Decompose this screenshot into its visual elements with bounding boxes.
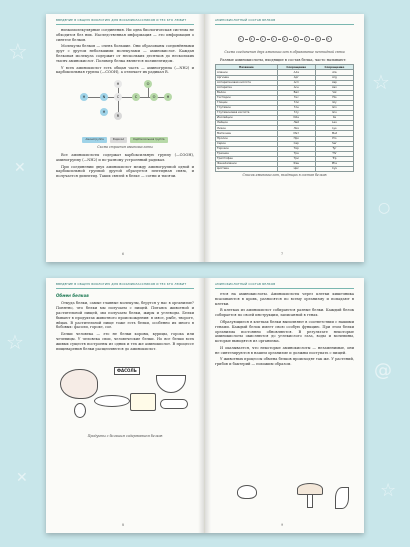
body-paragraph: В клетках из аминокислот собираются разные белки. Каждый белок собирается по своей инструкции, записанной в генах. — [215, 308, 354, 318]
amino-acid-table — [215, 64, 354, 172]
circle-doodle-icon: ○ — [378, 200, 391, 216]
cross-doodle-icon: ✕ — [14, 160, 26, 176]
table-cell: Leu — [315, 121, 353, 126]
body-paragraph: Белки человека — это не белки коровы, курицы, гороха или чечевицы. У человека свои, человеческие белки. Но все белки всех живых существ построены из одних и тех же аминокислот. В процессе пищеварения белки расщепляются до аминокислот. — [56, 331, 194, 351]
running-header: ВВЕДЕНИЕ В ОБЩУЮ БИОЛОГИЮ ДЛЯ ВОСЬМИКЛАССНИКОВ И ТЕХ КТО ЛЮБИТ — [56, 282, 194, 289]
table-cell: Аланин — [216, 70, 278, 75]
chain-bead: C — [293, 36, 299, 42]
table-cell: Иле — [277, 116, 315, 121]
star-doodle-icon: ☆ — [380, 480, 397, 501]
table-cell: Asn — [315, 85, 353, 90]
leaf-drawing — [335, 487, 349, 509]
table-cell: Аспарагин — [216, 85, 278, 90]
table-cell: Tyr — [315, 146, 353, 151]
page-number: 6 — [122, 252, 125, 257]
running-header: ВВЕДЕНИЕ В ОБЩУЮ БИОЛОГИЮ ДЛЯ ВОСЬМИКЛАССНИКОВ И ТЕХ КТО ЛЮБИТ — [56, 18, 194, 25]
body-paragraph: Разные аминокислоты, входящие в состав белка, часто называют: — [220, 57, 347, 62]
atom-oxygen: O — [144, 80, 152, 88]
table-cell: Треонин — [216, 151, 278, 156]
table-cell: Серин — [216, 141, 278, 146]
ham-drawing — [60, 369, 98, 399]
table-cell: Аргинин — [216, 75, 278, 80]
table-cell: Cys — [315, 166, 353, 171]
body-paragraph: Образующиеся в клетках белки выполняют в соответствии с нашими генами. Каждый белок имеет свою особую функцию. При этом белки организма постоянно обновляются. В результате некоторые аминокислоты окисляются до углекислого газа, воды и мочевины, которые выводятся из организма. — [215, 319, 354, 344]
table-cell: Lys — [315, 126, 353, 131]
chain-bead: C — [271, 36, 277, 42]
table-cell: Arg — [315, 75, 353, 80]
page-number: 7 — [281, 252, 284, 257]
chain-bead: H — [238, 36, 244, 42]
bird-drawing — [237, 485, 257, 499]
table-cell: Мет — [277, 131, 315, 136]
body-paragraph: У животных процессы обмена белков происходят так же. У растений, грибов и бактерий — похожим образом. — [215, 357, 354, 367]
table-cell: Glu — [315, 111, 353, 116]
table-cell: Глицин — [216, 100, 278, 105]
chain-bead: C — [304, 36, 310, 42]
page-left-top — [46, 14, 205, 262]
organisms-illustration — [227, 477, 352, 517]
table-cell: Тре — [277, 151, 315, 156]
amino-acid-diagram — [56, 78, 194, 136]
legend-carboxyl: Карбоксильная группа — [130, 137, 167, 143]
atom-hydrogen: H — [164, 93, 172, 101]
table-cell: Pro — [315, 136, 353, 141]
table-cell: Phe — [315, 161, 353, 166]
body-paragraph: ется на аминокислоты. Аминокислоты через клетки кишечника всасываются в кровь, разносятся по всему организму и попадают в клетки. — [215, 292, 354, 306]
page-number: 8 — [122, 523, 125, 528]
table-cell: Арг — [277, 75, 315, 80]
table-cell: Лей — [277, 121, 315, 126]
table-cell: Цис — [277, 166, 315, 171]
bond-line — [148, 87, 149, 97]
table-cell: Met — [315, 131, 353, 136]
fish-drawing — [94, 395, 130, 407]
table-cell: Вал — [277, 90, 315, 95]
table-cell: Лиз — [277, 126, 315, 131]
body-paragraph: И оказывается, что некоторые аминокислоты — незаменимые, они не синтезируются в нашем организме и должны поступать с пищей. — [215, 345, 354, 355]
page-right-bottom — [205, 278, 364, 533]
table-cell: Изолейцин — [216, 116, 278, 121]
cross-doodle-icon: ✕ — [16, 470, 28, 486]
table-cell: Глутаминовая кислота — [216, 111, 278, 116]
table-cell: Гистидин — [216, 95, 278, 100]
section-title: Обмен белков — [56, 293, 89, 298]
atom-oxygen: O — [150, 93, 158, 101]
table-cell: Thr — [315, 151, 353, 156]
table-cell: Тирозин — [216, 146, 278, 151]
table-cell: Gly — [315, 100, 353, 105]
table-cell: Тир — [277, 146, 315, 151]
table-cell: Trp — [315, 156, 353, 161]
cheese-drawing — [130, 393, 156, 411]
peptide-chain-diagram — [215, 30, 354, 48]
table-cell: Gln — [315, 106, 353, 111]
table-cell: Фенилаланин — [216, 161, 278, 166]
running-header: АМИНОКИСЛОТНЫЙ СОСТАВ БЕЛКОВ — [215, 18, 354, 25]
column-header: Сокращение — [315, 65, 353, 70]
table-cell: Фен — [277, 161, 315, 166]
table-cell: Val — [315, 90, 353, 95]
atom-radical: R — [114, 112, 122, 120]
table-body — [216, 70, 354, 172]
atom-nitrogen: N — [100, 93, 108, 101]
table-cell: Валин — [216, 90, 278, 95]
table-row — [216, 166, 354, 171]
body-paragraph: Молекулы белков — очень большие. Они образованы соединёнными друг с другом небольшими молекулами — аминокислот. Каждая белковая молекула содержит от нескольких десятков до нескольких тысяч аминокислот. Полимер белка является полипептидом. — [56, 44, 194, 64]
table-cell: Лизин — [216, 126, 278, 131]
book-spread-bottom — [46, 278, 364, 533]
table-cell: Ser — [315, 141, 353, 146]
egg-drawing — [74, 403, 86, 418]
body-paragraph: У всех аминокислот есть общая часть — аминогруппа (—NH2) и карбоксильная группа (—COOH), а отличает их радикал R. — [56, 65, 194, 75]
table-cell: Цистеин — [216, 166, 278, 171]
legend-amino: Аминогруппа — [82, 137, 106, 143]
table-cell: Сер — [277, 141, 315, 146]
table-cell: Триптофан — [216, 156, 278, 161]
chain-bead: C — [260, 36, 266, 42]
table-cell: Пролин — [216, 136, 278, 141]
chain-bead: O — [315, 36, 321, 42]
body-paragraph: Все аминокислоты содержат карбоксильную группу (—COOH), аминогруппу (—NH2) и по-разному устроенный радикал. — [56, 153, 194, 163]
chain-bead: H — [326, 36, 332, 42]
figure-caption: Схема строения аминокислоты — [97, 145, 153, 150]
figure-caption: Продукты с большим содержанием белков — [87, 433, 163, 438]
diagram-legend — [56, 137, 194, 143]
protein-foods-illustration — [56, 355, 194, 433]
atom-carbon: C — [132, 93, 140, 101]
atom-hydrogen: H — [80, 93, 88, 101]
page-right-top — [205, 14, 364, 262]
table-cell: Асн — [277, 85, 315, 90]
atom-carbon: C — [114, 93, 122, 101]
table-cell: Глутамин — [216, 106, 278, 111]
mushroom-stem-drawing — [307, 494, 313, 508]
table-cell: Глу — [277, 111, 315, 116]
atom-hydrogen: H — [100, 108, 108, 116]
running-header: АМИНОКИСЛОТНЫЙ СОСТАВ БЕЛКОВ — [215, 282, 354, 289]
body-paragraph: Откуда белки, самые главные молекулы, берутся у нас в организме? Понятно, что белки мы получаем с пищей. Питаясь животной и растительной пищей, мы получаем белки, жиры и углеводы. Белки бывают в продуктах животного происхождения: в мясе, рыбе, твороге, яйцах. В растительной пище тоже есть белки, особенно их много в бобовых: фасоли, горохе, сое. — [56, 300, 194, 330]
star-doodle-icon: ☆ — [6, 330, 24, 354]
table-cell: Asp — [315, 80, 353, 85]
chain-bead: N — [249, 36, 255, 42]
table-cell: Метионин — [216, 131, 278, 136]
table-cell: Гли — [277, 100, 315, 105]
table-cell: Ала — [277, 70, 315, 75]
table-cell: Аспарагиновая кислота — [216, 80, 278, 85]
star-doodle-icon: ☆ — [8, 40, 28, 65]
body-paragraph: низкомолекулярные соединения. Ни одна биологическая система не обходится без них. Наследственная информация — это информация о синтезе белков. — [56, 28, 194, 42]
table-cell: His — [315, 95, 353, 100]
table-caption: Список аминокислот, входящих в состав белков — [242, 173, 327, 178]
page-left-bottom — [46, 278, 205, 533]
column-header: Сокращение — [277, 65, 315, 70]
table-cell: Гис — [277, 95, 315, 100]
page-number: 9 — [281, 523, 284, 528]
column-header: Название — [216, 65, 278, 70]
table-cell: Асп — [277, 80, 315, 85]
book-spread-top — [46, 14, 364, 262]
bean-sign-label: ФАСОЛЬ — [114, 367, 140, 376]
bowl-drawing — [156, 375, 186, 393]
table-cell: Глн — [277, 106, 315, 111]
star-doodle-icon: ☆ — [372, 70, 390, 94]
body-paragraph: При соединении двух аминокислот между аминогруппой одной и карбоксильной группой другой образуется пептидная связь, и получается дипептид. Таких связей в белке — сотни и тысячи. — [56, 164, 194, 179]
figure-caption: Схема соединения двух аминокислот в образование пептидной связи — [224, 50, 345, 54]
table-cell: Ile — [315, 116, 353, 121]
legend-radical: Радикал — [110, 137, 127, 143]
table-cell: Про — [277, 136, 315, 141]
table-cell: Три — [277, 156, 315, 161]
spiral-doodle-icon: @ — [374, 360, 392, 381]
atom-hydrogen: H — [114, 80, 122, 88]
table-cell: Лейцин — [216, 121, 278, 126]
peas-drawing — [160, 399, 188, 409]
table-cell: Ala — [315, 70, 353, 75]
chain-bead: N — [282, 36, 288, 42]
